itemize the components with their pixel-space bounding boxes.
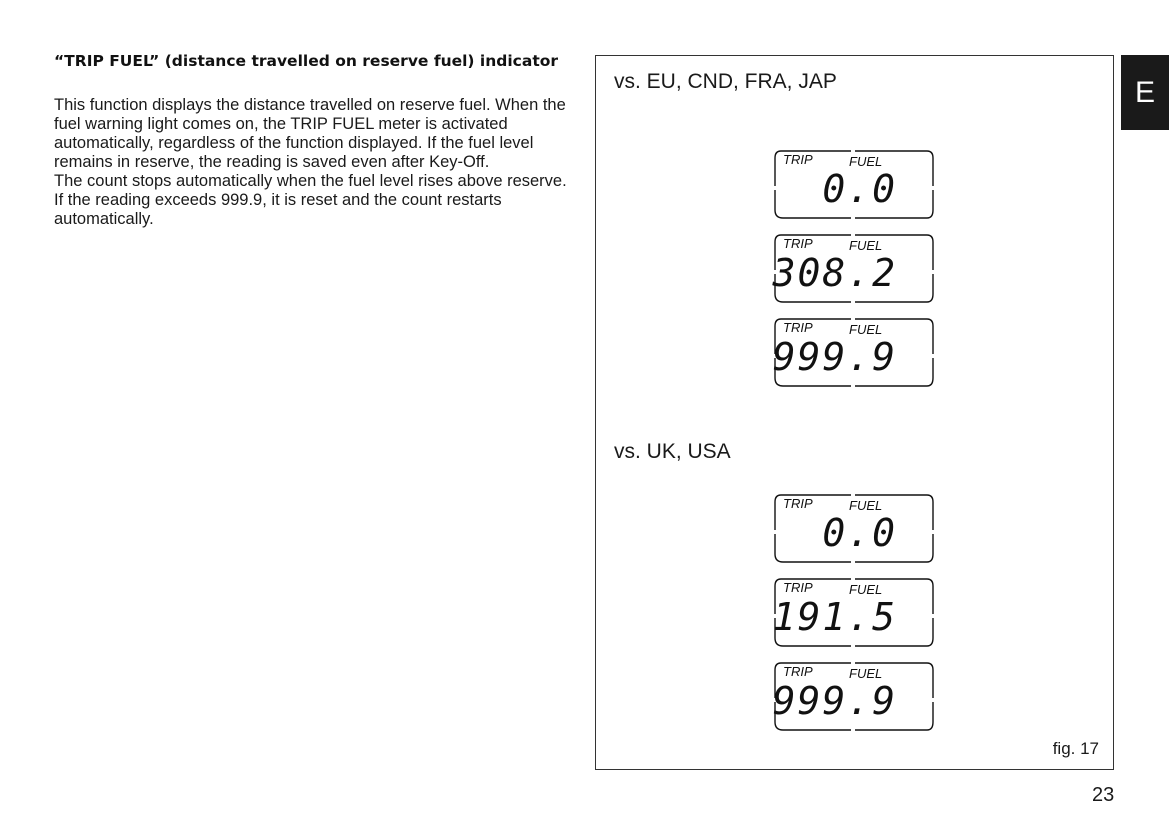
fuel-label: FUEL <box>849 582 883 597</box>
lcd-display <box>771 660 935 735</box>
section-tab: E <box>1121 55 1169 130</box>
paragraph: The count stops automatically when the fuel level rises above reserve. <box>54 172 567 190</box>
lcd-reading: 0.0 <box>822 167 897 211</box>
lcd-reading: 999.9 <box>772 335 897 379</box>
figure-caption: fig. 17 <box>1052 739 1099 758</box>
lcd-display <box>771 148 935 223</box>
fuel-label: FUEL <box>849 238 883 253</box>
trip-label: TRIP <box>783 580 813 595</box>
lcd-reading: 308.2 <box>772 251 897 295</box>
trip-label: TRIP <box>783 664 813 679</box>
figure-17 <box>595 55 1114 770</box>
lcd-display <box>771 232 935 307</box>
fuel-label: FUEL <box>849 498 883 513</box>
lcd-reading: 999.9 <box>772 679 897 723</box>
paragraph: If the reading exceeds 999.9, it is reset and the count restarts automatically. <box>54 191 502 228</box>
lcd-display <box>771 492 935 567</box>
paragraph: This function displays the distance travelled on reserve fuel. When the fuel warning light comes on, the TRIP FUEL meter is activated automatically, regardless of the function displayed. If the fuel level remains in reserve, the reading is saved even after Key-Off. <box>54 96 566 171</box>
fuel-label: FUEL <box>849 666 883 681</box>
fuel-label: FUEL <box>849 154 883 169</box>
group1-heading: vs. EU, CND, FRA, JAP <box>614 70 837 93</box>
lcd-display <box>771 576 935 651</box>
trip-label: TRIP <box>783 236 813 251</box>
page-number: 23 <box>1092 784 1115 806</box>
trip-label: TRIP <box>783 152 813 167</box>
fuel-label: FUEL <box>849 322 883 337</box>
section-body <box>54 96 584 229</box>
lcd-reading: 0.0 <box>822 511 897 555</box>
trip-label: TRIP <box>783 320 813 335</box>
group2-heading: vs. UK, USA <box>614 440 731 463</box>
lcd-reading: 191.5 <box>772 595 897 639</box>
trip-label: TRIP <box>783 496 813 511</box>
lcd-display <box>771 316 935 391</box>
section-heading: “TRIP FUEL” (distance travelled on reserve fuel) indicator <box>54 52 559 70</box>
